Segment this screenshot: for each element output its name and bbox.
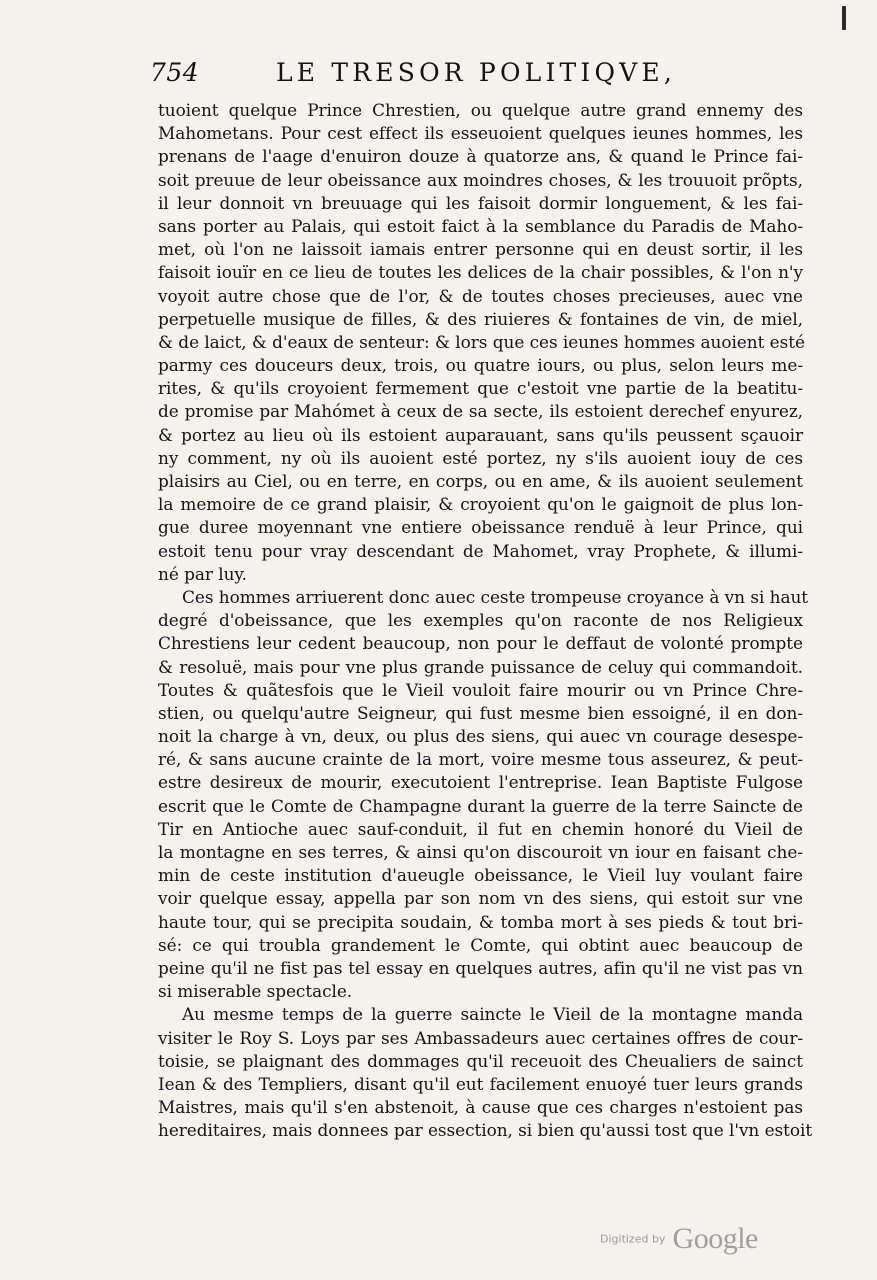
paragraph-2 [158, 586, 809, 1003]
text-line: noit la charge à vn, deux, ou plus des siens, qui auec vn courage desespe- [158, 726, 803, 747]
text-line: Maistres, mais qu'il s'en abstenoit, à cause que ces charges n'estoient pas [158, 1097, 803, 1118]
text-line: hereditaires, mais donnees par essection, si bien qu'aussi tost que l'vn estoit [158, 1120, 813, 1141]
page-edge-mark [842, 6, 846, 30]
text-line: estre desireux de mourir, executoient l'entreprise. Iean Baptiste Fulgose [158, 772, 803, 793]
text-line: rites, & qu'ils croyoient fermement que c'estoit vne partie de la beatitu- [158, 378, 803, 399]
text-line: ny comment, ny où ils auoient esté portez, ny s'ils auoient iouy de ces [158, 447, 803, 468]
text-line: voyoit autre chose que de l'or, & de toutes choses precieuses, auec vne [158, 285, 803, 306]
digitized-label: Digitized by [600, 1232, 666, 1246]
text-line: visiter le Roy S. Loys par ses Ambassadeurs auec certaines offres de cour- [158, 1027, 803, 1048]
text-line: de promise par Mahómet à ceux de sa secte, ils estoient derechef enyurez, [158, 401, 803, 422]
text-line: Ces hommes arriuerent donc auec ceste trompeuse croyance à vn si haut [182, 586, 809, 607]
text-line: tuoient quelque Prince Chrestien, ou quelque autre grand ennemy des [158, 100, 803, 120]
text-line: Toutes & quãtesfois que le Vieil vouloit faire mourir ou vn Prince Chre- [158, 679, 803, 700]
text-line: estoit tenu pour vray descendant de Mahomet, vray Prophete, & illumi- [158, 540, 803, 561]
text-line: sé: ce qui troubla grandement le Comte, qui obtint auec beaucoup de [158, 934, 803, 955]
text-line: la montagne en ses terres, & ainsi qu'on discouroit vn iour en faisant che- [158, 842, 803, 862]
text-line: plaisirs au Ciel, ou en terre, en corps, ou en ame, & ils auoient seulement [158, 471, 803, 491]
text-line: faisoit iouïr en ce lieu de toutes les delices de la chair possibles, & l'on n'y [158, 262, 803, 283]
text-line: Au mesme temps de la guerre saincte le Vieil de la montagne manda [182, 1004, 803, 1025]
text-line: & portez au lieu où ils estoient auparauant, sans qu'ils peussent sçauoir [158, 424, 803, 445]
digitization-attribution [600, 1222, 800, 1262]
text-line: gue duree moyennant vne entiere obeissance renduë à leur Prince, qui [158, 517, 803, 538]
paragraph-3 [158, 1003, 813, 1142]
text-line: sans porter au Palais, qui estoit faict à la semblance du Paradis de Maho- [158, 215, 803, 236]
text-line: voir quelque essay, appella par son nom vn des siens, qui estoit sur vne [158, 888, 803, 909]
text-line: parmy ces douceurs deux, trois, ou quatre iours, ou plus, selon leurs me- [158, 355, 803, 376]
text-line: toisie, se plaignant des dommages qu'il receuoit des Cheualiers de sainct [158, 1050, 803, 1071]
text-line: & resoluë, mais pour vne plus grande puissance de celuy qui commandoit. [158, 656, 803, 677]
text-line: ré, & sans aucune crainte de la mort, voire mesme tous asseurez, & peut- [158, 749, 803, 770]
text-line: escrit que le Comte de Champagne durant la guerre de la terre Saincte de [158, 795, 803, 816]
body-text [158, 99, 813, 1142]
text-line: min de ceste institution d'aueugle obeissance, le Vieil luy voulant faire [158, 865, 803, 886]
text-line: perpetuelle musique de filles, & des riuieres & fontaines de vin, de miel, [158, 308, 803, 329]
running-title: LE TRESOR POLITIQVE, [276, 58, 677, 87]
text-line: stien, ou quelqu'autre Seigneur, qui fust mesme bien essoigné, il en don- [158, 702, 803, 723]
text-line: degré d'obeissance, que les exemples qu'on raconte de nos Religieux [158, 610, 803, 631]
paragraph-1 [158, 99, 803, 586]
text-line: & de laict, & d'eaux de senteur: & lors que ces ieunes hommes auoient esté [158, 331, 805, 352]
page-header [150, 58, 677, 94]
text-line: il leur donnoit vn breuuage qui les faisoit dormir longuement, & les fai- [158, 192, 803, 213]
text-line: Chrestiens leur cedent beaucoup, non pour le deffaut de volonté prompte [158, 633, 803, 654]
page-number: 754 [150, 58, 200, 87]
text-line: la memoire de ce grand plaisir, & croyoient qu'on le gaignoit de plus lon- [158, 494, 803, 515]
text-line: Mahometans. Pour cest effect ils esseuoient quelques ieunes hommes, les [158, 123, 803, 144]
text-line: si miserable spectacle. [158, 981, 353, 1002]
text-line: Iean & des Templiers, disant qu'il eut facilement enuoyé tuer leurs grands [158, 1073, 803, 1094]
text-line: soit preuue de leur obeissance aux moindres choses, & les trouuoit prõpts, [158, 169, 803, 190]
text-line: haute tour, qui se precipita soudain, & tomba mort à ses pieds & tout bri- [158, 911, 803, 932]
google-logo: Google [672, 1222, 758, 1255]
text-line: prenans de l'aage d'enuiron douze à quatorze ans, & quand le Prince fai- [158, 146, 803, 167]
text-line: né par luy. [158, 563, 247, 584]
text-line: met, où l'on ne laissoit iamais entrer personne qui en deust sortir, il les [158, 239, 803, 260]
text-line: peine qu'il ne fist pas tel essay en quelques autres, afin qu'il ne vist pas vn [158, 957, 803, 978]
text-line: Tir en Antioche auec sauf-conduit, il fut en chemin honoré du Vieil de [158, 818, 803, 839]
